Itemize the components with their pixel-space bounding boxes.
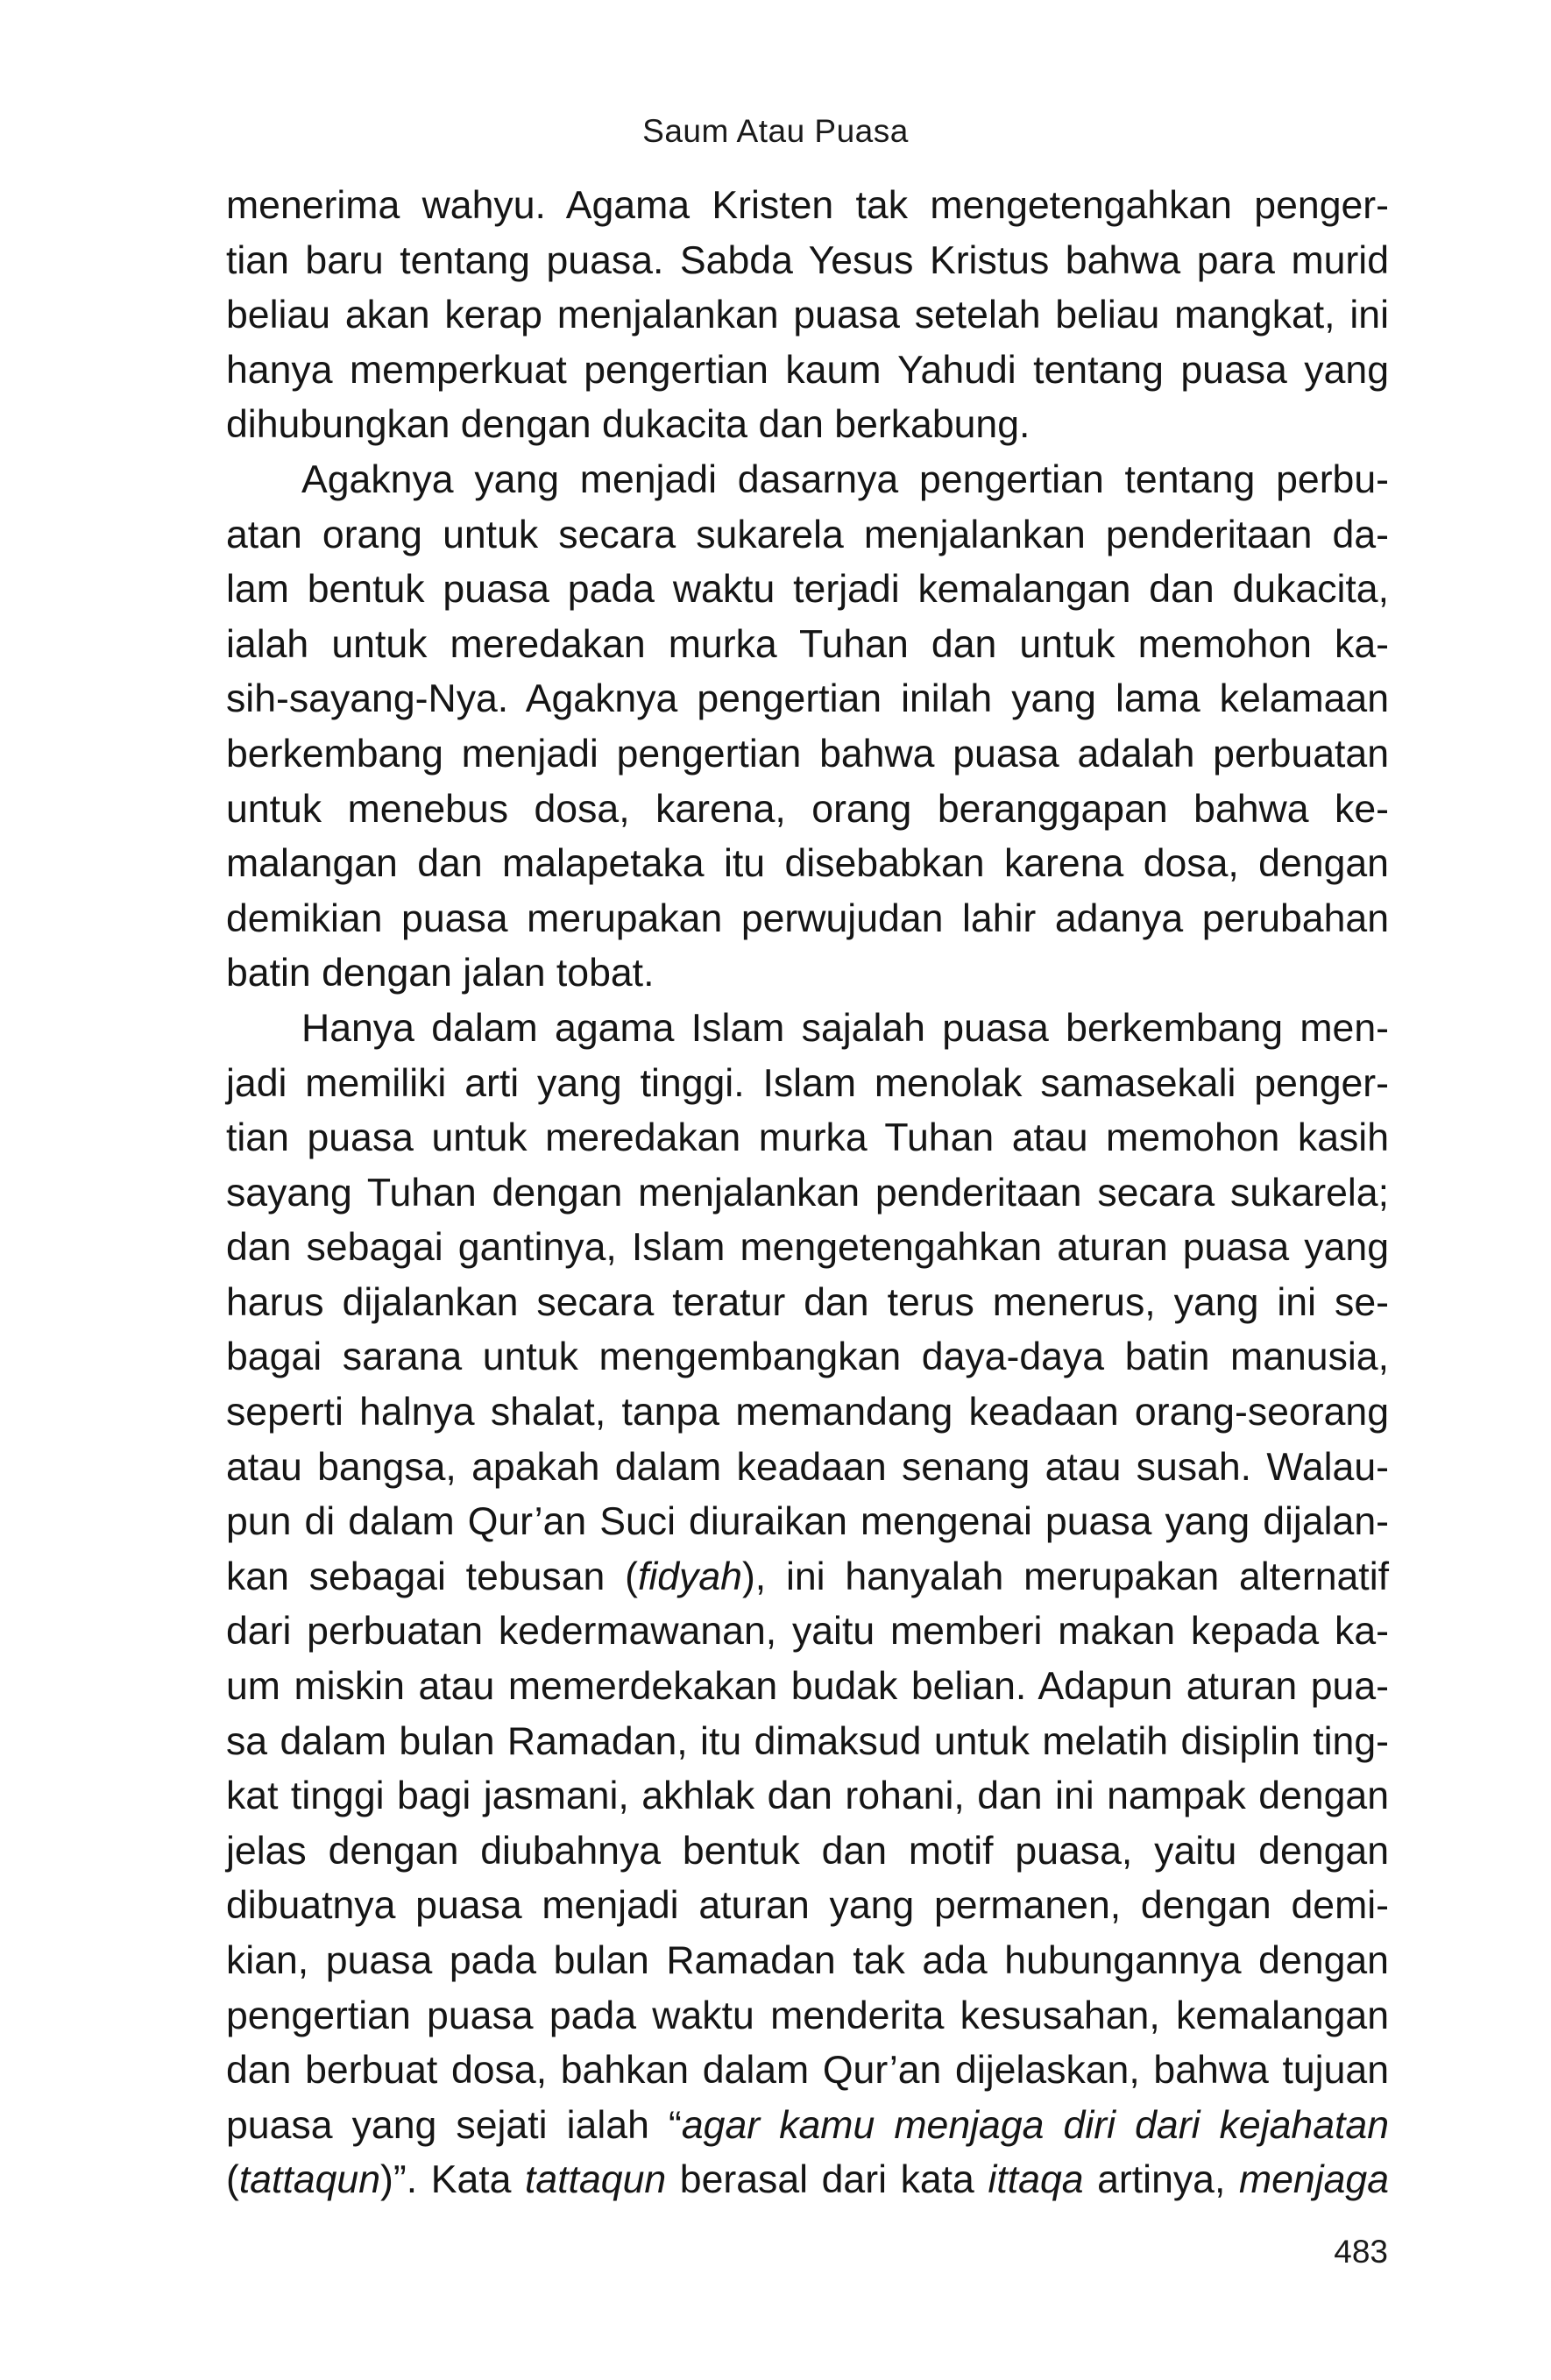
text-line: berkembang menjadi pengertian bahwa puasa adalah perbuatan <box>226 732 1389 776</box>
text-line: kat tinggi bagi jasmani, akhlak dan rohani, dan ini nampak dengan <box>226 1774 1389 1818</box>
text-line: sih-sayang-Nya. Agaknya pengertian inilah yang lama kelamaan <box>226 677 1389 721</box>
paragraph-1 <box>226 179 1389 453</box>
italic-term: menjaga <box>1238 2158 1390 2202</box>
text-line: sa dalam bulan Ramadan, itu dimaksud untuk melatih disiplin ting- <box>226 1719 1389 1763</box>
text-line: puasa yang sejati ialah “agar kamu menjaga diri dari kejahatan <box>226 2103 1390 2147</box>
text-line: untuk menebus dosa, karena, orang beranggapan bahwa ke- <box>226 787 1389 831</box>
text-line: atan orang untuk secara sukarela menjalankan penderitaan da- <box>226 513 1389 556</box>
text-line: harus dijalankan secara teratur dan terus menerus, yang ini se- <box>226 1280 1389 1324</box>
text-line: kan sebagai tebusan (fidyah), ini hanyalah merupakan alternatif <box>226 1555 1389 1598</box>
text-line: beliau akan kerap menjalankan puasa setelah beliau mangkat, ini <box>226 294 1389 337</box>
italic-term: tattaqun <box>238 2158 381 2202</box>
text-line: pengertian puasa pada waktu menderita kesusahan, kemalangan <box>226 1994 1389 2037</box>
text-line: dari perbuatan kedermawanan, yaitu memberi makan kepada ka- <box>226 1610 1389 1654</box>
text-line: dibuatnya puasa menjadi aturan yang permanen, dengan demi- <box>226 1884 1389 1928</box>
text-line: tian puasa untuk meredakan murka Tuhan atau memohon kasih <box>226 1116 1389 1160</box>
text-line: hanya memperkuat pengertian kaum Yahudi tentang puasa yang <box>226 348 1389 392</box>
paragraph-3 <box>226 1002 1389 2208</box>
text-line: sayang Tuhan dengan menjalankan penderitaan secara sukarela; <box>226 1171 1389 1215</box>
text-line: menerima wahyu. Agama Kristen tak mengetengahkan penger- <box>226 184 1389 227</box>
text-line: Hanya dalam agama Islam sajalah puasa berkembang men- <box>301 1006 1389 1050</box>
text-line: jadi memiliki arti yang tinggi. Islam menolak samasekali penger- <box>226 1061 1389 1105</box>
text-line: pun di dalam Qur’an Suci diuraikan mengenai puasa yang dijalan- <box>226 1500 1389 1544</box>
text-line: Agaknya yang menjadi dasarnya pengertian tentang perbu- <box>301 457 1389 501</box>
paragraph-2 <box>226 453 1389 1002</box>
italic-term: tattaqun <box>525 2158 667 2202</box>
text-line: bagai sarana untuk mengembangkan daya-daya batin manusia, <box>226 1335 1389 1379</box>
text-line: batin dengan jalan tobat. <box>226 952 655 995</box>
running-head-title: Saum Atau Puasa <box>642 113 909 149</box>
italic-term: fidyah <box>637 1555 742 1598</box>
text-line: demikian puasa merupakan perwujudan lahir adanya perubahan <box>226 896 1389 940</box>
text-line: ialah untuk meredakan murka Tuhan dan untuk memohon ka- <box>226 622 1389 666</box>
italic-term: ittaqa <box>988 2158 1084 2202</box>
text-line: (tattaqun)”. Kata tattaqun berasal dari kata ittaqa artinya, menjaga <box>226 2158 1390 2202</box>
text-line: um miskin atau memerdekakan budak belian. Adapun aturan pua- <box>226 1665 1389 1709</box>
text-line: dan sebagai gantinya, Islam mengetengahkan aturan puasa yang <box>226 1226 1389 1270</box>
text-line: lam bentuk puasa pada waktu terjadi kemalangan dan dukacita, <box>226 568 1389 612</box>
text-line: malangan dan malapetaka itu disebabkan karena dosa, dengan <box>226 842 1389 886</box>
page-body <box>226 179 1389 2208</box>
page-number: 483 <box>1334 2234 1388 2270</box>
text-line: kian, puasa pada bulan Ramadan tak ada hubungannya dengan <box>226 1939 1389 1982</box>
text-line: tian baru tentang puasa. Sabda Yesus Kristus bahwa para murid <box>226 238 1389 282</box>
italic-quote: agar kamu menjaga diri dari kejahatan <box>681 2103 1390 2147</box>
text-line: atau bangsa, apakah dalam keadaan senang atau susah. Walau- <box>226 1445 1389 1489</box>
text-line: dihubungkan dengan dukacita dan berkabung. <box>226 403 1030 447</box>
text-line: seperti halnya shalat, tanpa memandang keadaan orang-seorang <box>226 1391 1389 1434</box>
text-line: jelas dengan diubahnya bentuk dan motif puasa, yaitu dengan <box>226 1829 1389 1873</box>
text-line: dan berbuat dosa, bahkan dalam Qur’an dijelaskan, bahwa tujuan <box>226 2049 1389 2093</box>
